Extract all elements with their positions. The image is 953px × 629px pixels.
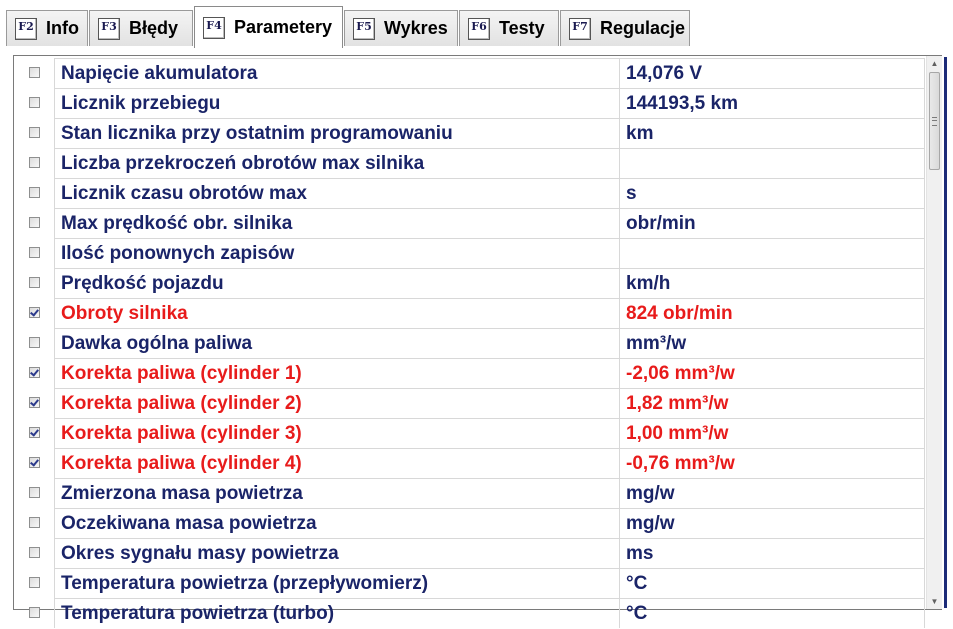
scroll-down-arrow-icon[interactable]: ▼ (930, 597, 939, 606)
parameters-list (14, 58, 925, 628)
parameter-row[interactable] (14, 418, 925, 448)
parameter-value: 14,076 V (620, 58, 925, 88)
function-key-icon: F4 (203, 17, 225, 39)
parameter-name: Ilość ponownych zapisów (54, 238, 620, 268)
parameter-value (620, 238, 925, 268)
parameter-name: Korekta paliwa (cylinder 3) (54, 418, 620, 448)
parameter-value: ms (620, 538, 925, 568)
parameter-checkbox[interactable] (29, 277, 40, 288)
scroll-grip-icon (932, 117, 937, 126)
parameter-name: Korekta paliwa (cylinder 1) (54, 358, 620, 388)
parameter-checkbox[interactable] (29, 307, 40, 318)
parameter-value: 1,82 mm³/w (620, 388, 925, 418)
parameter-name: Napięcie akumulatora (54, 58, 620, 88)
parameter-row[interactable] (14, 118, 925, 148)
vertical-scrollbar[interactable] (926, 56, 942, 609)
parameter-name: Dawka ogólna paliwa (54, 328, 620, 358)
parameter-checkbox[interactable] (29, 427, 40, 438)
function-key-icon: F5 (353, 18, 375, 40)
scroll-up-arrow-icon[interactable]: ▲ (930, 59, 939, 68)
parameter-checkbox[interactable] (29, 517, 40, 528)
parameter-checkbox[interactable] (29, 97, 40, 108)
parameter-row[interactable] (14, 178, 925, 208)
function-key-icon: F7 (569, 18, 591, 40)
parameter-row[interactable] (14, 478, 925, 508)
parameter-name: Korekta paliwa (cylinder 4) (54, 448, 620, 478)
parameter-value: °C (620, 598, 925, 628)
tab-label: Info (46, 18, 79, 38)
parameter-checkbox[interactable] (29, 397, 40, 408)
parameter-checkbox[interactable] (29, 577, 40, 588)
parameter-checkbox[interactable] (29, 367, 40, 378)
parameter-checkbox[interactable] (29, 127, 40, 138)
parameter-row[interactable] (14, 208, 925, 238)
tab-label: Testy (499, 18, 545, 38)
parameters-panel (13, 55, 942, 624)
tab-f5[interactable] (344, 10, 458, 46)
parameter-checkbox[interactable] (29, 337, 40, 348)
parameter-name: Liczba przekroczeń obrotów max silnika (54, 148, 620, 178)
parameter-checkbox[interactable] (29, 67, 40, 78)
parameter-value: 1,00 mm³/w (620, 418, 925, 448)
parameter-row[interactable] (14, 568, 925, 598)
parameter-name: Licznik przebiegu (54, 88, 620, 118)
parameter-name: Licznik czasu obrotów max (54, 178, 620, 208)
parameter-row[interactable] (14, 328, 925, 358)
parameter-value: km/h (620, 268, 925, 298)
accent-line (944, 57, 947, 608)
parameter-name: Obroty silnika (54, 298, 620, 328)
parameter-checkbox[interactable] (29, 547, 40, 558)
tab-f7[interactable] (560, 10, 690, 46)
parameter-row[interactable] (14, 508, 925, 538)
parameter-name: Temperatura powietrza (przepływomierz) (54, 568, 620, 598)
parameter-row[interactable] (14, 88, 925, 118)
tab-label: Parametery (234, 17, 333, 37)
parameter-checkbox[interactable] (29, 247, 40, 258)
parameter-name: Korekta paliwa (cylinder 2) (54, 388, 620, 418)
parameter-row[interactable] (14, 358, 925, 388)
parameter-row[interactable] (14, 268, 925, 298)
parameter-checkbox[interactable] (29, 487, 40, 498)
parameter-value: 824 obr/min (620, 298, 925, 328)
parameter-row[interactable] (14, 148, 925, 178)
scroll-thumb[interactable] (929, 72, 940, 170)
parameter-checkbox[interactable] (29, 187, 40, 198)
tab-f3[interactable] (89, 10, 193, 46)
parameter-row[interactable] (14, 58, 925, 88)
parameter-checkbox[interactable] (29, 607, 40, 618)
parameter-row[interactable] (14, 598, 925, 628)
parameter-value: °C (620, 568, 925, 598)
parameter-name: Okres sygnału masy powietrza (54, 538, 620, 568)
function-key-icon: F3 (98, 18, 120, 40)
parameter-value: mg/w (620, 508, 925, 538)
parameter-row[interactable] (14, 388, 925, 418)
parameter-row[interactable] (14, 538, 925, 568)
parameter-value: 144193,5 km (620, 88, 925, 118)
parameter-value: km (620, 118, 925, 148)
parameter-row[interactable] (14, 298, 925, 328)
parameter-name: Prędkość pojazdu (54, 268, 620, 298)
parameter-checkbox[interactable] (29, 457, 40, 468)
parameter-name: Temperatura powietrza (turbo) (54, 598, 620, 628)
tab-f2[interactable] (6, 10, 88, 46)
function-key-icon: F6 (468, 18, 490, 40)
parameter-value: mm³/w (620, 328, 925, 358)
parameter-checkbox[interactable] (29, 157, 40, 168)
tab-label: Wykres (384, 18, 448, 38)
parameter-name: Stan licznika przy ostatnim programowaniu (54, 118, 620, 148)
tab-bar (6, 6, 946, 46)
parameter-value: -2,06 mm³/w (620, 358, 925, 388)
parameter-checkbox[interactable] (29, 217, 40, 228)
tab-f4[interactable] (194, 6, 343, 48)
tab-f6[interactable] (459, 10, 559, 46)
parameter-value: mg/w (620, 478, 925, 508)
tab-label: Błędy (129, 18, 179, 38)
parameter-name: Zmierzona masa powietrza (54, 478, 620, 508)
parameter-row[interactable] (14, 238, 925, 268)
tab-label: Regulacje (600, 18, 686, 38)
parameter-value: s (620, 178, 925, 208)
parameter-value: -0,76 mm³/w (620, 448, 925, 478)
parameter-value: obr/min (620, 208, 925, 238)
function-key-icon: F2 (15, 18, 37, 40)
parameter-row[interactable] (14, 448, 925, 478)
parameter-name: Max prędkość obr. silnika (54, 208, 620, 238)
parameter-value (620, 148, 925, 178)
parameter-name: Oczekiwana masa powietrza (54, 508, 620, 538)
